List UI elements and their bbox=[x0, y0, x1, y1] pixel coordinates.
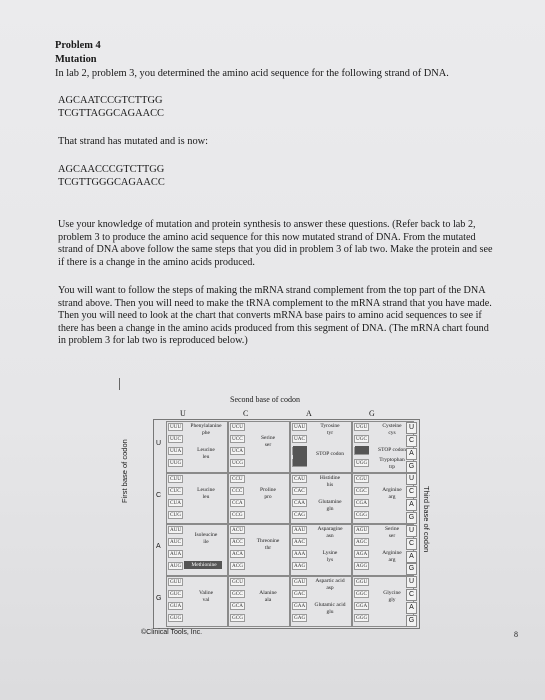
first-base-g: G bbox=[156, 594, 162, 602]
third-base-label: Third base of codon bbox=[422, 486, 431, 553]
codon-cca: CCA bbox=[232, 499, 243, 506]
arginine-a-abbr: arg bbox=[388, 557, 396, 563]
codon-aua: AUA bbox=[170, 551, 182, 557]
third-base-letter: C bbox=[406, 589, 417, 601]
second-base-a: A bbox=[306, 409, 312, 418]
intro-text: In lab 2, problem 3, you determined the amino acid sequence for the following strand of DNA. bbox=[55, 68, 449, 79]
histidine-name: Histidine bbox=[319, 474, 341, 481]
codon-gcu: GCU bbox=[232, 578, 243, 585]
third-base-letter: U bbox=[406, 473, 417, 485]
codon-agc: AGC bbox=[356, 539, 367, 545]
codon-uua: UUA bbox=[170, 448, 182, 454]
cysteine-abbr: cys bbox=[388, 430, 396, 436]
valine-abbr: val bbox=[202, 596, 210, 603]
codon-aca: ACA bbox=[232, 551, 243, 557]
instructions-paragraph-2: You will want to follow the steps of making the mRNA strand complement from the top part of the DNA strand above. Then you will need to make the tRNA complement to the mRNA strand that you have made. Then you will need to look at the chart that converts mRNA base pairs to amino acid sequences to see if there has been a change in the amino acids produced from this segment of DNA. (The mRNA chart found in problem 3 for lab two is reproduced below.) bbox=[58, 285, 492, 346]
leucine-u-abbr: leu bbox=[202, 454, 210, 460]
mutated-dna-bottom: TCGTTGGGCAGAACC bbox=[58, 177, 165, 188]
leucine-u-name: Leucine bbox=[197, 447, 215, 453]
codon-cuu: CUU bbox=[170, 475, 181, 482]
codon-ucu: UCU bbox=[232, 424, 243, 430]
codon-acg: ACG bbox=[232, 563, 243, 569]
tryptophan-name: Tryptophan bbox=[379, 457, 405, 463]
codon-guc: GUC bbox=[170, 590, 181, 597]
codon-cuc: CUC bbox=[170, 487, 181, 494]
third-base-letter: U bbox=[406, 576, 417, 588]
arginine-c-abbr: arg bbox=[388, 493, 396, 500]
codon-cgg: CGG bbox=[356, 511, 367, 518]
second-base-label: Second base of codon bbox=[230, 395, 300, 404]
codon-caa: CAA bbox=[294, 499, 305, 506]
threonine-abbr: thr bbox=[264, 545, 272, 551]
codon-ucg: UCG bbox=[232, 460, 243, 466]
proline-name: Proline bbox=[260, 486, 276, 493]
third-base-letter: C bbox=[406, 538, 417, 550]
codon-agg: AGG bbox=[356, 563, 368, 569]
third-base-letter: G bbox=[406, 615, 417, 627]
codon-ggc: GGC bbox=[356, 590, 367, 597]
codon-gca: GCA bbox=[232, 602, 243, 609]
glutamine-name: Glutamine bbox=[318, 498, 342, 505]
serine-a-name: Serine bbox=[384, 526, 400, 532]
tryptophan-abbr: trp bbox=[388, 464, 396, 470]
glutamine-abbr: gln bbox=[326, 505, 334, 512]
codon-uug: UUG bbox=[170, 460, 182, 466]
second-base-u: U bbox=[180, 409, 186, 418]
codon-ugc: UGC bbox=[356, 436, 367, 442]
codon-uuc: UUC bbox=[170, 436, 181, 442]
codon-guu: GUU bbox=[170, 578, 182, 585]
codon-chart bbox=[153, 419, 420, 629]
codon-acc: ACC bbox=[232, 539, 243, 545]
codon-cgc: CGC bbox=[356, 487, 367, 494]
codon-ccg: CCG bbox=[232, 511, 243, 518]
codon-gag: GAG bbox=[294, 614, 306, 621]
codon-acu: ACU bbox=[232, 527, 243, 533]
stop-codon-uga-fill bbox=[355, 446, 369, 454]
codon-gaa: GAA bbox=[294, 602, 306, 609]
asparagine-abbr: asn bbox=[326, 533, 334, 539]
codon-cug: CUG bbox=[170, 511, 181, 518]
codon-uca: UCA bbox=[232, 448, 243, 454]
phenylalanine-abbr: phe bbox=[202, 430, 210, 436]
codon-gga: GGA bbox=[356, 602, 368, 609]
stop-codon-ug-name: STOP codon bbox=[378, 447, 406, 453]
aspartic-acid-abbr: asp bbox=[326, 584, 334, 591]
tyrosine-abbr: tyr bbox=[326, 430, 334, 436]
lysine-name: Lysine bbox=[322, 550, 338, 556]
third-base-letter: U bbox=[406, 422, 417, 434]
alanine-name: Alanine bbox=[259, 589, 277, 596]
problem-title: Problem 4 bbox=[55, 40, 101, 51]
third-base-letter: A bbox=[406, 499, 417, 511]
third-base-letter: G bbox=[406, 563, 417, 575]
arginine-a-name: Arginine bbox=[382, 550, 402, 556]
aspartic-acid-name: Aspartic acid bbox=[315, 577, 345, 584]
glutamic-acid-name: Glutamic acid bbox=[314, 601, 346, 608]
lysine-abbr: lys bbox=[326, 557, 334, 563]
instructions-paragraph-1: Use your knowledge of mutation and protein synthesis to answer these questions. (Refer back to lab 2, problem 3 to produce the amino acid sequence for this now mutated strand of DNA. From the mutated strand of DNA above follow the same steps that you did in problem 3 of lab two. Make the protein and see if there is a change in the amino acids produced. bbox=[58, 219, 493, 268]
proline-abbr: pro bbox=[264, 493, 272, 500]
codon-cgu: CGU bbox=[356, 475, 367, 482]
first-base-a: A bbox=[156, 543, 161, 550]
page-number: 8 bbox=[514, 630, 518, 639]
codon-uuu: UUU bbox=[170, 424, 182, 430]
codon-cag: CAG bbox=[294, 511, 305, 518]
codon-gcc: GCC bbox=[232, 590, 243, 597]
codon-uau: UAU bbox=[294, 424, 306, 430]
codon-ugu: UGU bbox=[356, 424, 368, 430]
codon-agu: AGU bbox=[356, 527, 368, 533]
glycine-name: Glycine bbox=[383, 589, 401, 596]
codon-aug: AUG bbox=[170, 563, 182, 569]
first-base-label: First base of codon bbox=[120, 439, 129, 503]
serine-u-abbr: ser bbox=[264, 442, 272, 448]
first-base-c: C bbox=[156, 491, 162, 499]
stop-codon-ua-name: STOP codon bbox=[316, 451, 344, 457]
third-base-letter: A bbox=[406, 448, 417, 460]
second-base-g: G bbox=[369, 409, 375, 418]
third-base-letter: C bbox=[406, 435, 417, 447]
codon-cac: CAC bbox=[294, 487, 305, 494]
third-base-letter: C bbox=[406, 486, 417, 498]
third-base-letter: U bbox=[406, 525, 417, 537]
third-base-letter: G bbox=[406, 461, 417, 473]
second-base-c: C bbox=[243, 409, 249, 418]
isoleucine-name: Isoleucine bbox=[194, 532, 218, 538]
codon-aau: AAU bbox=[294, 527, 306, 533]
phenylalanine-name: Phenylalanine bbox=[190, 423, 222, 429]
codon-auu: AUU bbox=[170, 527, 182, 533]
codon-gac: GAC bbox=[294, 590, 305, 597]
glutamic-acid-abbr: glu bbox=[326, 608, 334, 615]
codon-ccu: CCU bbox=[232, 475, 243, 482]
tyrosine-name: Tyrosine bbox=[320, 423, 340, 429]
mutated-intro: That strand has mutated and is now: bbox=[58, 136, 209, 147]
codon-cua: CUA bbox=[170, 499, 181, 506]
serine-a-abbr: ser bbox=[388, 533, 396, 539]
codon-aaa: AAA bbox=[294, 551, 306, 557]
text-cursor-mark bbox=[119, 378, 120, 390]
codon-uac: UAC bbox=[294, 436, 305, 442]
histidine-abbr: his bbox=[326, 481, 334, 488]
codon-ugg: UGG bbox=[356, 460, 368, 466]
codon-gau: GAU bbox=[294, 578, 306, 585]
methionine-name: Methionine bbox=[191, 562, 217, 568]
original-dna-top: AGCAATCCGTCTTGG bbox=[58, 95, 163, 106]
codon-gug: GUG bbox=[170, 614, 182, 621]
cysteine-name: Cysteine bbox=[382, 423, 402, 429]
codon-cga: CGA bbox=[356, 499, 367, 506]
valine-name: Valine bbox=[198, 589, 214, 596]
codon-gua: GUA bbox=[170, 602, 182, 609]
codon-aga: AGA bbox=[356, 551, 368, 557]
codon-ccc: CCC bbox=[232, 487, 243, 494]
stop-codon-uaa-fill bbox=[293, 446, 307, 466]
codon-cau: CAU bbox=[294, 475, 305, 482]
original-dna-bottom: TCGTTAGGCAGAACC bbox=[58, 108, 164, 119]
alanine-abbr: ala bbox=[264, 596, 272, 603]
codon-auc: AUC bbox=[170, 539, 181, 545]
codon-aac: AAC bbox=[294, 539, 305, 545]
arginine-c-name: Arginine bbox=[382, 486, 402, 493]
codon-ucc: UCC bbox=[232, 436, 243, 442]
codon-ggu: GGU bbox=[356, 578, 368, 585]
glycine-abbr: gly bbox=[388, 596, 396, 603]
codon-aag: AAG bbox=[294, 563, 306, 569]
first-base-u: U bbox=[156, 440, 162, 447]
third-base-letter: G bbox=[406, 512, 417, 524]
threonine-name: Threonine bbox=[256, 538, 280, 544]
serine-u-name: Serine bbox=[260, 435, 276, 441]
third-base-letter: A bbox=[406, 551, 417, 563]
leucine-c-abbr: leu bbox=[202, 493, 210, 500]
codon-gcg: GCG bbox=[232, 614, 243, 621]
copyright-text: ©Clinical Tools, Inc. bbox=[141, 629, 203, 636]
third-base-letter: A bbox=[406, 602, 417, 614]
mutated-dna-top: AGCAACCCGTCTTGG bbox=[58, 164, 165, 175]
asparagine-name: Asparagine bbox=[317, 526, 343, 532]
leucine-c-name: Leucine bbox=[197, 486, 215, 493]
problem-subtitle: Mutation bbox=[55, 54, 97, 65]
codon-ggg: GGG bbox=[356, 614, 368, 621]
isoleucine-abbr: ile bbox=[203, 539, 209, 545]
